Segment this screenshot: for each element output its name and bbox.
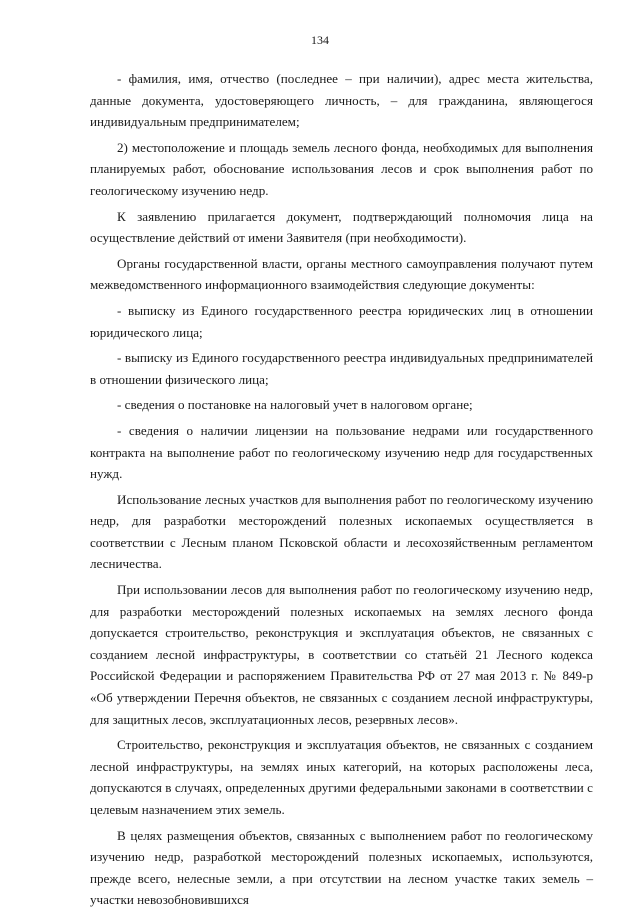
paragraph: При использовании лесов для выполнения работ по геологическому изучению недр, для разработки месторождений полезных ископаемых на землях лесного фонда допускается строительство, реконструкция и эксплуатация объектов, не связанных с созданием лесной инфраструктуры, в соответствии со статьёй 21 Лесного кодекса Российской Федерации и распоряжением Правительства РФ от 27 мая 2013 г. № 849-р «Об утверждении Перечня объектов, не связанных с созданием лесной инфраструктуры, для защитных лесов, эксплуатационных лесов, резервных лесов».: [90, 582, 593, 727]
document-body: [90, 68, 593, 915]
paragraph: - сведения о наличии лицензии на пользование недрами или государственного контракта на выполнение работ по геологическому изучению недр для государственных нужд.: [90, 422, 593, 482]
paragraph: Использование лесных участков для выполнения работ по геологическому изучению недр, для разработки месторождений полезных ископаемых осуществляется в соответствии с Лесным планом Псковской области и лесохозяйственным регламентом лесничества.: [90, 491, 593, 572]
paragraph: 2) местоположение и площадь земель лесного фонда, необходимых для выполнения планируемых работ, обоснование использования лесов и срок выполнения работ по геологическому изучению недр.: [90, 139, 593, 198]
paragraph: В целях размещения объектов, связанных с выполнением работ по геологическому изучению недр, разработкой месторождений полезных ископаемых, используются, прежде всего, нелесные земли, а при отсутствии на лесном участке таких земель – участки невозобновившихся: [90, 827, 593, 908]
paragraph: - выписку из Единого государственного реестра индивидуальных предпринимателей в отношении физического лица;: [90, 350, 593, 387]
paragraph: - сведения о постановке на налоговый учет в налоговом органе;: [117, 397, 473, 413]
paragraph: Строительство, реконструкция и эксплуатация объектов, не связанных с созданием лесной инфраструктуры, на землях иных категорий, на которых расположены леса, допускаются в случаях, определенных другими федеральными законами в соответствии с целевым назначением этих земель.: [90, 737, 593, 817]
page-number: 134: [311, 33, 329, 47]
paragraph: - фамилия, имя, отчество (последнее – при наличии), адрес места жительства, данные документа, удостоверяющего личность, – для гражданина, являющегося индивидуальным предпринимателем;: [90, 71, 593, 130]
paragraph: - выписку из Единого государственного реестра юридических лиц в отношении юридического лица;: [90, 302, 593, 340]
paragraph: К заявлению прилагается документ, подтверждающий полномочия лица на осуществление действий от имени Заявителя (при необходимости).: [90, 208, 593, 246]
paragraph: Органы государственной власти, органы местного самоуправления получают путем межведомственного информационного взаимодействия следующие документы:: [90, 255, 593, 293]
